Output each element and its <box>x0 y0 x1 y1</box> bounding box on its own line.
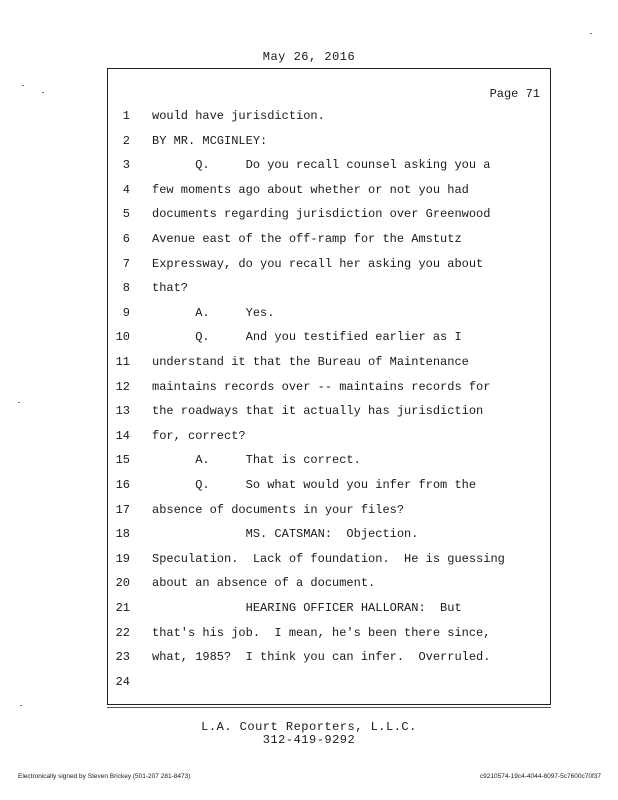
reporter-company: L.A. Court Reporters, L.L.C. <box>201 720 417 734</box>
document-id: c9210574-19c4-4044-8097-5c7600c70f37 <box>479 773 601 780</box>
line-number: 12 <box>115 379 130 394</box>
transcript-line <box>108 478 548 498</box>
line-text: absence of documents in your files? <box>152 502 405 517</box>
line-number: 13 <box>115 404 130 419</box>
line-text: few moments ago about whether or not you had <box>152 182 469 197</box>
transcript-line <box>108 576 548 596</box>
transcript-line <box>108 355 548 375</box>
transcript-line <box>108 601 548 621</box>
line-number: 21 <box>115 601 130 615</box>
line-text: understand it that the Bureau of Maintenance <box>152 355 469 369</box>
line-text: about an absence of a document. <box>152 576 376 591</box>
line-text: A. That is correct. <box>152 453 361 468</box>
transcript-line <box>108 675 548 695</box>
line-number: 3 <box>122 158 130 173</box>
line-text: Speculation. Lack of foundation. He is guessing <box>152 551 505 566</box>
line-text: maintains records over -- maintains records for <box>152 379 491 394</box>
line-number: 14 <box>115 428 130 443</box>
transcript-line <box>108 503 548 523</box>
transcript-line <box>108 330 548 350</box>
line-number: 7 <box>122 256 130 271</box>
electronic-signature-note: Electronically signed by Steven Brickey (501-207 281-8473) <box>18 773 191 780</box>
transcript-line <box>108 380 548 400</box>
line-text: would have jurisdiction. <box>152 109 325 123</box>
line-number: 10 <box>115 330 130 345</box>
line-number: 15 <box>115 453 130 468</box>
line-text: the roadways that it actually has jurisdiction <box>152 404 484 419</box>
line-text: that? <box>152 281 189 296</box>
line-number: 17 <box>115 502 130 517</box>
line-text: Avenue east of the off-ramp for the Amstutz <box>152 232 462 246</box>
line-number: 22 <box>115 625 130 640</box>
line-number: 1 <box>122 109 130 123</box>
line-text: Q. Do you recall counsel asking you a <box>152 158 491 173</box>
line-number: 9 <box>122 305 130 320</box>
transcript-page-frame <box>107 68 551 705</box>
transcript-line <box>108 527 548 547</box>
line-number: 20 <box>115 576 130 591</box>
transcript-line <box>108 207 548 227</box>
scan-speck <box>20 705 22 706</box>
transcript-line <box>108 453 548 473</box>
transcript-line <box>108 650 548 670</box>
line-number: 24 <box>115 674 130 689</box>
transcript-line <box>108 626 548 646</box>
line-text: Q. So what would you infer from the <box>152 478 477 492</box>
scan-speck <box>18 402 20 403</box>
transcript-line <box>108 109 548 129</box>
line-text: documents regarding jurisdiction over Greenwood <box>152 207 491 222</box>
transcript-line <box>108 257 548 277</box>
line-text: Expressway, do you recall her asking you about <box>152 256 484 271</box>
line-text: Q. And you testified earlier as I <box>152 330 462 345</box>
line-text: what, 1985? I think you can infer. Overruled. <box>152 650 491 665</box>
page-number: Page 71 <box>489 87 540 101</box>
transcript-line <box>108 134 548 154</box>
line-text: A. Yes. <box>152 305 275 320</box>
transcript-line <box>108 404 548 424</box>
transcript-line <box>108 306 548 326</box>
transcript-date: May 26, 2016 <box>262 50 356 64</box>
line-number: 5 <box>122 207 130 222</box>
line-number: 4 <box>122 182 130 197</box>
line-number: 16 <box>115 478 130 492</box>
line-number: 2 <box>122 133 130 148</box>
page-frame-shadow <box>107 703 551 708</box>
transcript-line <box>108 232 548 252</box>
scan-speck <box>590 33 592 34</box>
scan-speck <box>42 92 44 93</box>
transcript-line <box>108 552 548 572</box>
line-number: 23 <box>115 650 130 665</box>
reporter-phone: 312-419-9292 <box>262 733 356 747</box>
transcript-line <box>108 429 548 449</box>
line-number: 11 <box>115 355 130 369</box>
line-text: HEARING OFFICER HALLORAN: But <box>152 601 462 615</box>
line-number: 19 <box>115 551 130 566</box>
transcript-line <box>108 183 548 203</box>
line-number: 6 <box>122 232 130 246</box>
transcript-line <box>108 281 548 301</box>
line-text: for, correct? <box>152 428 246 443</box>
line-text: BY MR. MCGINLEY: <box>152 133 268 148</box>
line-number: 18 <box>115 527 130 542</box>
transcript-line <box>108 158 548 178</box>
line-text: MS. CATSMAN: Objection. <box>152 527 419 542</box>
line-number: 8 <box>122 281 130 296</box>
scan-speck <box>22 85 24 86</box>
line-text: that's his job. I mean, he's been there since, <box>152 625 491 640</box>
